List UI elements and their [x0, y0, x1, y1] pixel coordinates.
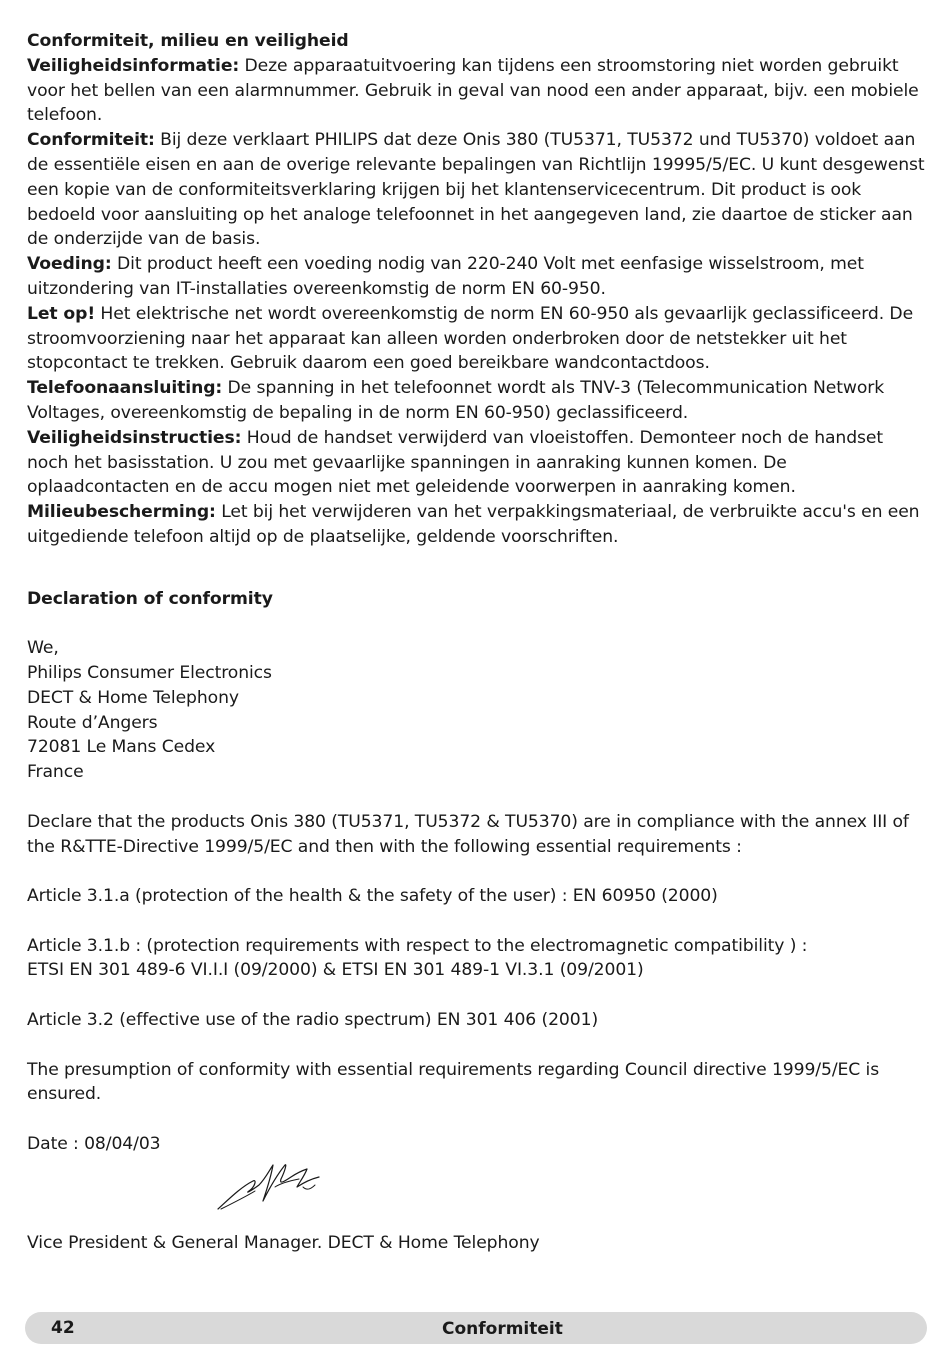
address-line: Philips Consumer Electronics — [27, 662, 272, 683]
section-heading-declaration: Declaration of conformity — [27, 588, 273, 609]
declaration-we: We, — [27, 638, 59, 659]
label-voeding: Voeding: — [27, 254, 112, 275]
article-3-2: Article 3.2 (effective use of the radio spectrum) EN 301 406 (2001) — [27, 1010, 599, 1031]
document-page — [27, 29, 927, 1256]
spacer — [27, 785, 927, 810]
paragraph-conformiteit — [27, 128, 927, 252]
paragraph-telefoonaansluiting — [27, 376, 927, 426]
section-heading-conformiteit: Conformiteit, milieu en veiligheid — [27, 31, 349, 51]
text-telefoonaansluiting: De spanning in het telefoonnet wordt als TNV-3 (Telecommunication Network Voltages, overeenkomstig de bepaling in de norm EN 60-950) geclassificeerd. — [27, 378, 885, 423]
article-3-1-b-standards: ETSI EN 301 489-6 VI.I.I (09/2000) & ETSI EN 301 489-1 VI.3.1 (09/2001) — [27, 960, 644, 981]
signature-area — [27, 1157, 927, 1231]
paragraph-let-op — [27, 302, 927, 376]
handwritten-signature-icon — [215, 1157, 327, 1213]
paragraph-voeding — [27, 252, 927, 302]
footer-section-title: Conformiteit — [442, 1319, 563, 1339]
signatory-title: Vice President & General Manager. DECT & Home Telephony — [27, 1232, 540, 1253]
label-veiligheidsinformatie: Veiligheidsinformatie: — [27, 55, 240, 76]
text-milieubescherming: Let bij het verwijderen van het verpakkingsmateriaal, de verbruikte accu's en een uitgediende telefoon altijd op de plaatselijke, geldende voorschriften. — [27, 502, 920, 547]
paragraph-veiligheidsinformatie — [27, 54, 927, 128]
label-veiligheidsinstructies: Veiligheidsinstructies: — [27, 427, 242, 448]
address-line: 72081 Le Mans Cedex — [27, 737, 216, 758]
article-3-1-a: Article 3.1.a (protection of the health & the safety of the user) : EN 60950 (2000) — [27, 886, 718, 907]
label-conformiteit: Conformiteit: — [27, 130, 155, 151]
spacer — [27, 859, 927, 884]
page-number: 42 — [51, 1318, 75, 1338]
spacer — [27, 909, 927, 934]
address-line: DECT & Home Telephony — [27, 687, 239, 708]
label-telefoonaansluiting: Telefoonaansluiting: — [27, 378, 223, 399]
label-let-op: Let op! — [27, 303, 96, 324]
article-3-1-b: Article 3.1.b : (protection requirements with respect to the electromagnetic compatibility ) : — [27, 935, 808, 956]
paragraph-milieubescherming — [27, 500, 927, 550]
spacer — [27, 550, 927, 575]
spacer — [27, 983, 927, 1008]
text-let-op: Het elektrische net wordt overeenkomstig de norm EN 60-950 als gevaarlijk geclassificeerd. De stroomvoorziening naar het apparaat kan alleen worden onderbroken door de netstekker uit het stopcontact te trekken. Gebruik daarom een goed bereikbare wandcontactdoos. — [27, 303, 914, 374]
presumption-statement: The presumption of conformity with essential requirements regarding Council directive 1999/5/EC is ensured. — [27, 1059, 880, 1105]
text-veiligheidsinstructies: Houd de handset verwijderd van vloeistoffen. Demonteer noch de handset noch het basisstation. U zou met gevaarlijke spanningen in aanraking kunnen komen. De oplaadcontacten en de accu mogen niet met geleidende voorwerpen in aanraking komen. — [27, 427, 883, 498]
text-voeding: Dit product heeft een voeding nodig van 220-240 Volt met eenfasige wisselstroom, met uitzondering van IT-installaties overeenkomstig de norm EN 60-950. — [27, 254, 864, 299]
declaration-statement: Declare that the products Onis 380 (TU5371, TU5372 & TU5370) are in compliance with the annex III of the R&TTE-Directive 1999/5/EC and then with the following essential requirements : — [27, 811, 909, 857]
declaration-date: Date : 08/04/03 — [27, 1134, 161, 1155]
spacer — [27, 575, 927, 587]
address-line: France — [27, 762, 84, 783]
text-veiligheidsinformatie: Deze apparaatuitvoering kan tijdens een stroomstoring niet worden gebruikt voor het bellen van een alarmnummer. Gebruik in geval van nood een ander apparaat, bijv. een mobiele telefoon. — [27, 55, 919, 126]
label-milieubescherming: Milieubescherming: — [27, 502, 216, 523]
spacer — [27, 611, 927, 636]
spacer — [27, 1107, 927, 1132]
spacer — [27, 1033, 927, 1058]
paragraph-veiligheidsinstructies — [27, 426, 927, 500]
page-footer — [25, 1312, 927, 1344]
address-line: Route d’Angers — [27, 712, 158, 733]
text-conformiteit: Bij deze verklaart PHILIPS dat deze Onis 380 (TU5371, TU5372 und TU5370) voldoet aan de essentiële eisen en aan de overige relevante bepalingen van Richtlijn 19995/5/EC. U kunt desgewenst een kopie van de conformiteitsverklaring krijgen bij het klantenservicecentrum. Dit product is ook bedoeld voor aansluiting op het analoge telefoonnet in het aangegeven land, zie daartoe de sticker aan de onderzijde van de basis. — [27, 130, 925, 250]
